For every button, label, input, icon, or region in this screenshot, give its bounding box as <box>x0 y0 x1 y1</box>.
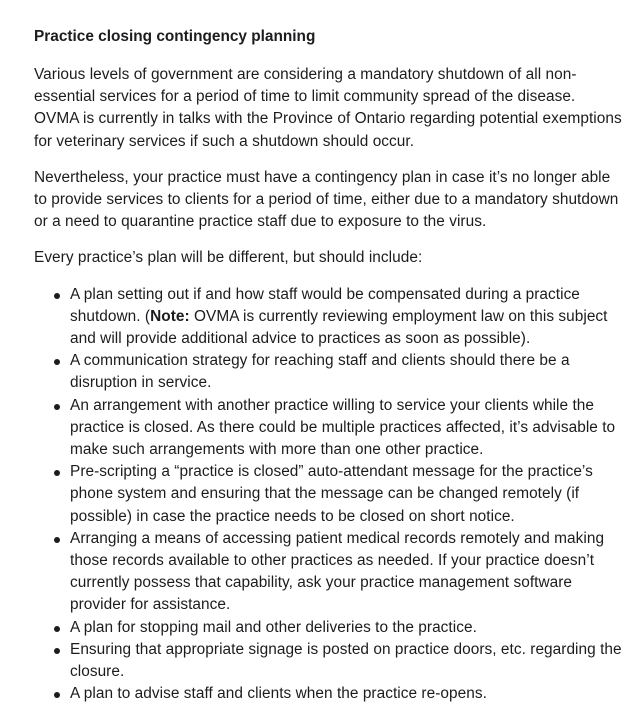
list-item-text: A plan for stopping mail and other deliveries to the practice. <box>70 618 477 636</box>
list-item-text: A plan to advise staff and clients when the practice re-opens. <box>70 685 487 703</box>
bullet-icon <box>54 359 60 365</box>
list-item-signage <box>34 639 622 683</box>
bullet-icon <box>54 537 60 543</box>
bullet-icon <box>54 626 60 632</box>
paragraph-contingency-need: Nevertheless, your practice must have a contingency plan in case it’s no longer able to provide services to clients for a period of time, either due to a mandatory shutdown or a need to quarantine practice staff due to exposure to the virus. <box>34 168 619 231</box>
bullet-icon <box>54 404 60 410</box>
bullet-icon <box>54 692 60 698</box>
bullet-icon <box>54 293 60 299</box>
list-item-text-after: OVMA is currently reviewing employment law on this subject and will provide additional advice to practices as soon as possible). <box>70 307 608 348</box>
list-item-stop-deliveries <box>34 617 622 639</box>
list-item-reopening-notice <box>34 683 622 705</box>
list-item-text: Ensuring that appropriate signage is posted on practice doors, etc. regarding the closure. <box>70 640 622 681</box>
plan-requirements-list <box>34 284 622 706</box>
paragraph-plan-intro: Every practice’s plan will be different, but should include: <box>34 249 423 267</box>
paragraph-shutdown-context: Various levels of government are considering a mandatory shutdown of all non-essential services for a period of time to limit community spread of the disease. OVMA is currently in talks with the Province of Ontario regarding potential exemptions for veterinary services if such a shutdown should occur. <box>34 66 622 150</box>
document-title: Practice closing contingency planning <box>34 28 316 45</box>
list-item-text: Pre-scripting a “practice is closed” auto-attendant message for the practice’s phone system and ensuring that the message can be changed remotely (if possible) in case the practice needs to be closed on short notice. <box>70 463 593 525</box>
list-item-text: Arranging a means of accessing patient medical records remotely and making those records available to other practices as needed. If your practice doesn’t currently possess that capability, ask your practice management software provider for assistance. <box>70 529 605 614</box>
list-item-remote-records <box>34 528 622 617</box>
bullet-icon <box>54 470 60 476</box>
list-item-communication-strategy <box>34 350 622 394</box>
list-item-text: A communication strategy for reaching staff and clients should there be a disruption in service. <box>70 352 570 392</box>
bullet-icon <box>54 648 60 654</box>
list-item-auto-attendant-message <box>34 461 622 528</box>
list-item-text: An arrangement with another practice willing to service your clients while the practice is closed. As there could be multiple practices affected, it’s advisable to make such arrangements with more than one other practice. <box>70 396 616 459</box>
list-item-text-before: A plan setting out if and how staff would be compensated during a practice shutdown. ( <box>70 285 580 325</box>
list-item-other-practice-arrangement <box>34 395 622 462</box>
note-label: Note: <box>150 307 190 325</box>
list-item-staff-compensation <box>34 284 622 351</box>
